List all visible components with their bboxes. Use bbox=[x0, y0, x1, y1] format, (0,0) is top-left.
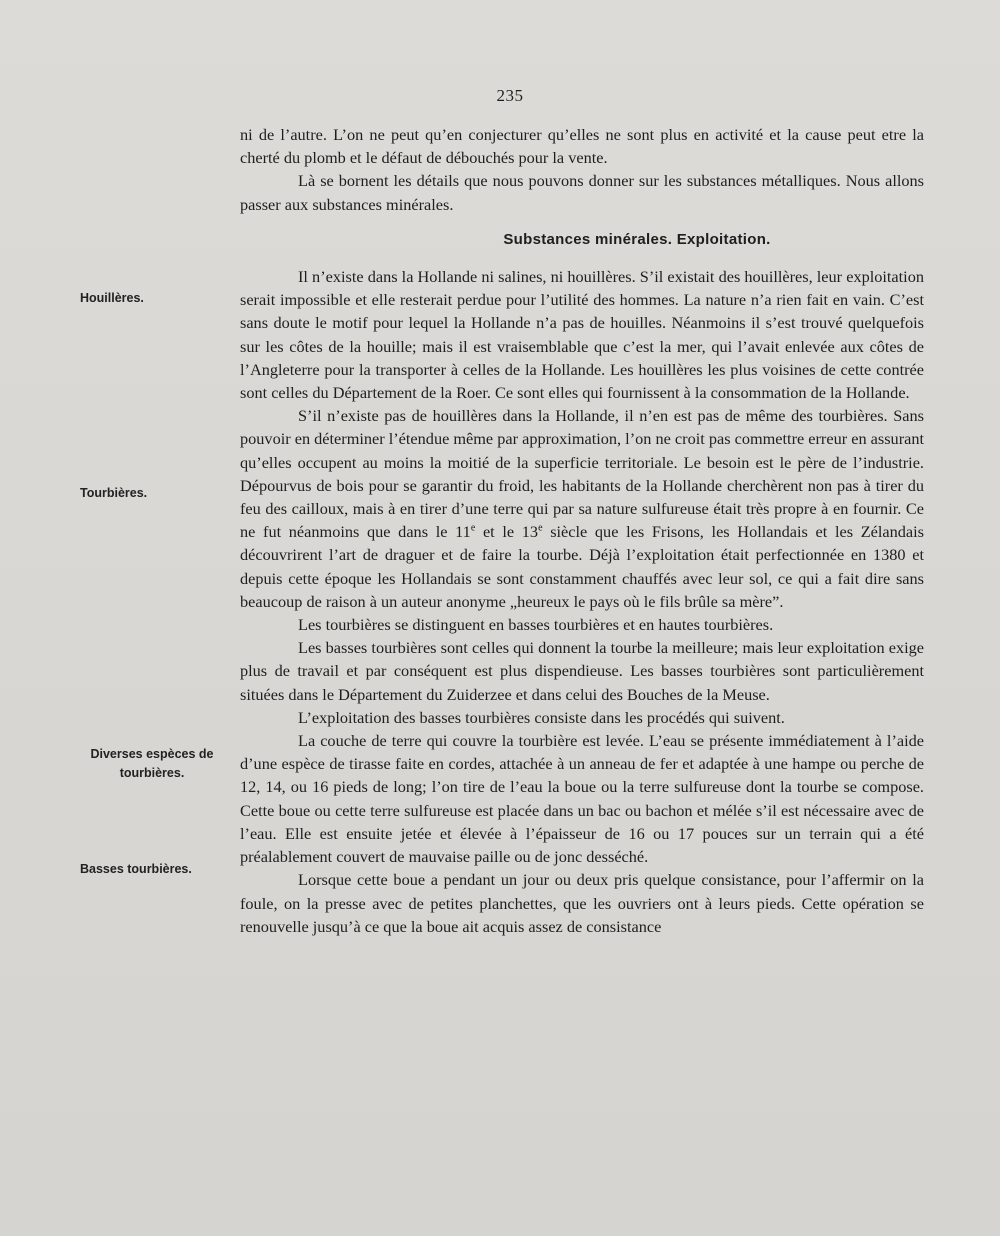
paragraph bbox=[240, 404, 924, 613]
text-span: siècle que les Frisons, les Hollandais et les Zélandais découvrirent l’art de draguer et de faire la tourbe. Déjà l’exploitation était perfectionnée en 1380 et depuis cette époque les Hollandais se sont constamment chauffés avec leur sol, ce qui a fait dire sans beaucoup de raison à un auteur anonyme „heureux le pays où le fils brûle sa mère”. bbox=[240, 522, 924, 611]
superscript: e bbox=[538, 522, 543, 534]
paragraph: Là se bornent les détails que nous pouvons donner sur les substances métalliques. Nous allons passer aux substances minérales. bbox=[240, 171, 924, 214]
body-text bbox=[240, 123, 924, 938]
sidenote-tourbieres: Tourbières. bbox=[80, 486, 148, 500]
text-span: S’il n’existe pas de houillères dans la Hollande, il n’en est pas de même des tourbières. Sans pouvoir en déterminer l’étendue même par approximation, l’on ne croit pas commettre erreur en assurant qu’elles occupent au moins la moitié de la superficie territoriale. Le besoin est le père de l’industrie. Dépourvus de bois pour se garantir du froid, les habitants de la Hollande cherchèrent non pas à tirer du feu des cailloux, mais à en tirer d’une terre qui par sa nature sulfureuse était très propre à en fournir. Ce ne fut néanmoins que dans le 11 bbox=[240, 406, 925, 542]
section-heading: Substances minérales. Exploitation. bbox=[503, 230, 771, 248]
page-number: 235 bbox=[496, 86, 524, 105]
paragraph: ni de l’autre. L’on ne peut qu’en conjecturer qu’elles ne sont plus en activité et la cause peut etre la cherté du plomb et le défaut de débouchés pour la vente. bbox=[240, 125, 924, 168]
paragraph: Il n’existe dans la Hollande ni salines, ni houillères. S’il existait des houillères, leur exploitation serait impossible et elle resterait perdue pour l’utilité des hommes. La nature n’a rien fait en vain. C’est sans doute le motif pour lequel la Hollande n’a pas de houilles. Néanmoins il s’est trouvé quelquefois sur les côtes de la houille; mais il est vraisemblable que c’est la mer, qui l’avait enlevée aux côtes de l’Angleterre pour la transporter à celles de la Hollande. Les houillères les plus voisines de cette contrée sont celles du Département de la Roer. Ce sont elles qui fournissent à la consommation de la Hollande. bbox=[240, 267, 924, 403]
sidenote-houilleres: Houillères. bbox=[80, 291, 144, 305]
paragraph: L’exploitation des basses tourbières consiste dans les procédés qui suivent. bbox=[298, 707, 785, 727]
text-span: et le 13 bbox=[475, 522, 539, 542]
sidenote-basses-tourbieres: Basses tourbières. bbox=[80, 862, 192, 876]
sidenote-diverses-especes: Diverses espèces de tourbières. bbox=[90, 747, 214, 780]
paragraph: Les tourbières se distinguent en basses tourbières et en hautes tourbières. bbox=[298, 615, 774, 635]
superscript: e bbox=[470, 522, 476, 534]
paragraph: La couche de terre qui couvre la tourbière est levée. L’eau se présente immédiatement à l’aide d’une espèce de tirasse faite en cordes, attachée à un anneau de fer et adaptée à une hampe ou perche de 12, 14, ou 16 pieds de long; l’on tire de l’eau la boue ou la terre sulfureuse dont la tourbe se compose. Cette boue ou cette terre sulfureuse est placée dans un bac ou bachon et mélée s’il est nécessaire avec de l’eau. Elle est ensuite jetée et élevée à l’épaisseur de 16 ou 17 pouces sur un terrain qui a été préalablement couvert de mauvaise paille ou de jonc desséché. bbox=[240, 731, 924, 867]
paragraph: Lorsque cette boue a pendant un jour ou deux pris quelque consistance, pour l’affermir on la foule, on la presse avec de petites planchettes, que les ouvriers ont à leurs pieds. Cette opération se renouvelle jusqu’à ce que la boue ait acquis assez de consistance bbox=[240, 870, 924, 936]
paragraph: Les basses tourbières sont celles qui donnent la tourbe la meilleure; mais leur exploitation exige plus de travail et par conséquent est plus dispendieuse. Les basses tourbières sont particulièrement situées dans le Département du Zuiderzee et dans celui des Bouches de la Meuse. bbox=[240, 638, 924, 704]
